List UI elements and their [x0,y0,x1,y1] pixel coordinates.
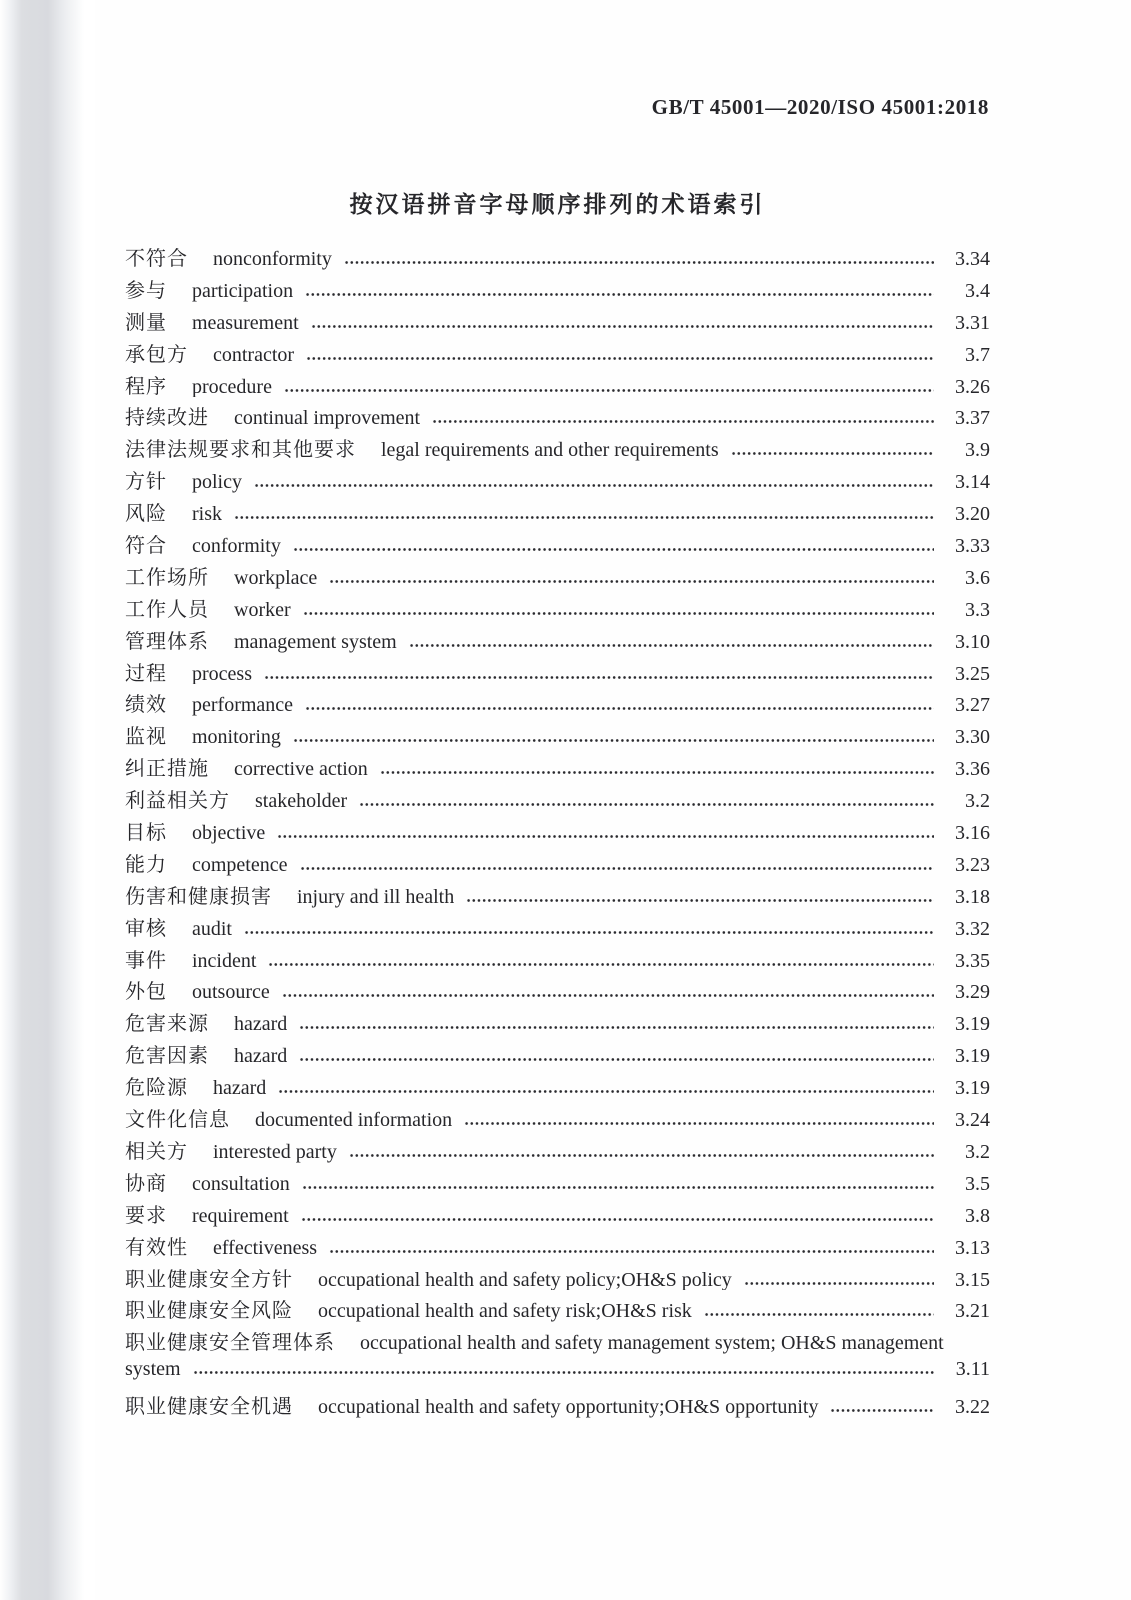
clause-number: 3.23 [955,853,990,876]
term-english: system [125,1358,181,1381]
clause-number: 3.33 [955,535,990,557]
term-english: occupational health and safety policy;OH&S policy [318,1268,732,1291]
index-entry-row [125,684,990,716]
term-english: nonconformity [213,248,332,270]
term-chinese: 测量 [125,311,167,334]
clause-number: 3.3 [965,598,990,621]
clause-number: 3.19 [955,1045,990,1068]
index-entry-row [125,1290,990,1322]
index-entry-row [125,1322,990,1354]
clause-number: 3.14 [955,471,990,494]
clause-number: 3.36 [955,758,990,781]
dot-leader [306,356,934,361]
clause-number: 3.20 [955,503,990,526]
index-entry-row [125,429,990,461]
dot-leader [303,611,934,616]
dot-leader [301,1217,934,1222]
term-english: stakeholder [255,790,348,813]
clause-number: 3.13 [955,1236,990,1259]
index-entry-row [125,1354,990,1386]
clause-number: 3.37 [955,407,990,430]
dot-leader [380,770,934,775]
term-english: hazard [213,1077,267,1100]
term-english: continual improvement [234,407,421,430]
dot-leader [731,451,934,456]
term-english: corrective action [234,758,368,781]
term-chinese: 风险 [125,503,167,526]
dot-leader [293,547,934,552]
index-entry-row [125,1003,990,1035]
clause-number: 3.7 [965,343,990,366]
term-english: effectiveness [213,1236,318,1259]
dot-leader [254,483,934,488]
dot-leader [305,706,934,711]
term-chinese: 不符合 [125,248,188,270]
term-chinese: 管理体系 [125,630,209,653]
dot-leader [464,1121,934,1126]
clause-number: 3.8 [965,1204,990,1227]
term-chinese: 参与 [125,279,167,302]
term-chinese: 事件 [125,949,167,972]
term-chinese: 职业健康安全管理体系 [125,1332,335,1355]
term-english: occupational health and safety opportunity;OH&S opportunity [318,1396,819,1418]
term-chinese: 职业健康安全机遇 [125,1396,293,1418]
dot-leader [359,802,934,807]
term-chinese: 工作场所 [125,566,209,589]
clause-number: 3.18 [955,885,990,908]
clause-number: 3.30 [955,726,990,749]
term-chinese: 过程 [125,662,167,685]
term-chinese: 监视 [125,726,167,749]
clause-number: 3.35 [955,949,990,972]
term-chinese: 审核 [125,917,167,940]
clause-number: 3.19 [955,1013,990,1036]
term-english: measurement [192,311,299,334]
term-english: audit [192,917,232,940]
clause-number: 3.27 [955,694,990,717]
term-chinese: 利益相关方 [125,790,230,813]
clause-number: 3.19 [955,1077,990,1100]
term-english: occupational health and safety management system; OH&S management [360,1332,944,1355]
dot-leader [293,738,934,743]
dot-leader [432,419,934,424]
term-chinese: 持续改进 [125,407,209,430]
index-entry-row [125,940,990,972]
term-chinese: 纠正措施 [125,758,209,781]
term-chinese: 危险源 [125,1077,188,1100]
index-entry-row [125,1195,990,1227]
clause-number: 3.2 [965,790,990,813]
term-english: procedure [192,375,272,398]
index-entry-row [125,653,990,685]
term-chinese: 方针 [125,471,167,494]
index-entry-row [125,302,990,334]
clause-number: 3.24 [955,1109,990,1131]
index-entry-row [125,557,990,589]
term-chinese: 目标 [125,822,167,844]
term-chinese: 职业健康安全风险 [125,1300,293,1323]
term-english: hazard [234,1045,288,1068]
dot-leader [244,930,934,935]
dot-leader [193,1370,934,1375]
index-entry-row [125,334,990,366]
dot-leader [830,1408,934,1413]
index-entry-row [125,366,990,398]
index-entry-row [125,397,990,429]
clause-number: 3.11 [955,1358,990,1381]
clause-number: 3.34 [955,248,990,270]
index-entry-row [125,1163,990,1195]
term-chinese: 绩效 [125,694,167,717]
index-entry-row [125,1259,990,1291]
term-chinese: 有效性 [125,1236,188,1259]
term-chinese: 协商 [125,1172,167,1195]
dot-leader [277,834,934,839]
term-chinese: 能力 [125,853,167,876]
clause-number: 3.32 [955,917,990,940]
dot-leader [264,675,934,680]
index-entry-row [125,1035,990,1067]
term-chinese: 外包 [125,981,167,1004]
index-entry-row [125,1099,990,1131]
term-chinese: 职业健康安全方针 [125,1268,293,1291]
index-entry-row [125,716,990,748]
dot-leader [466,898,934,903]
term-english: objective [192,822,266,844]
dot-leader [344,260,934,265]
clause-number: 3.16 [955,822,990,844]
index-entry-row [125,844,990,876]
index-entry-row [125,493,990,525]
standard-number-header: GB/T 45001—2020/ISO 45001:2018 [651,95,989,119]
index-entry-row [125,461,990,493]
term-english: consultation [192,1172,290,1195]
term-english: documented information [255,1109,453,1131]
dot-leader [299,1025,934,1030]
term-english: workplace [234,566,318,589]
term-english: legal requirements and other requirements [381,439,719,462]
term-chinese: 危害因素 [125,1045,209,1068]
term-chinese: 危害来源 [125,1013,209,1036]
term-english: contractor [213,343,295,366]
term-english: risk [192,503,222,526]
term-english: monitoring [192,726,281,749]
index-entry-row [125,748,990,780]
index-entry-row [125,812,990,844]
clause-number: 3.22 [955,1396,990,1418]
term-index-list [125,238,990,1418]
term-chinese: 法律法规要求和其他要求 [125,439,356,462]
index-entry-row [125,1131,990,1163]
term-english: outsource [192,981,270,1004]
term-chinese: 承包方 [125,343,188,366]
dot-leader [300,866,935,871]
clause-number: 3.21 [955,1300,990,1323]
clause-number: 3.15 [955,1268,990,1291]
index-entry-row [125,1067,990,1099]
dot-leader [284,388,934,393]
term-english: competence [192,853,288,876]
index-entry-row [125,589,990,621]
term-chinese: 文件化信息 [125,1109,230,1131]
dot-leader [329,579,934,584]
clause-number: 3.26 [955,375,990,398]
term-english: policy [192,471,242,494]
term-chinese: 符合 [125,535,167,557]
dot-leader [329,1249,934,1254]
clause-number: 3.6 [965,566,990,589]
dot-leader [282,993,934,998]
index-entry-row [125,238,990,270]
index-entry-row [125,971,990,1003]
index-entry-row [125,876,990,908]
dot-leader [349,1153,934,1158]
index-entry-row [125,621,990,653]
term-english: interested party [213,1140,337,1163]
dot-leader [744,1281,934,1286]
term-english: hazard [234,1013,288,1036]
clause-number: 3.25 [955,662,990,685]
dot-leader [409,643,934,648]
dot-leader [234,515,934,520]
clause-number: 3.29 [955,981,990,1004]
dot-leader [302,1185,934,1190]
dot-leader [305,292,934,297]
term-english: injury and ill health [297,885,455,908]
term-english: process [192,662,252,685]
dot-leader [268,962,934,967]
clause-number: 3.2 [965,1140,990,1163]
scan-edge-shadow [0,0,95,1600]
clause-number: 3.31 [955,311,990,334]
term-chinese: 程序 [125,375,167,398]
clause-number: 3.9 [965,439,990,462]
dot-leader [278,1089,934,1094]
term-english: participation [192,279,294,302]
index-title: 按汉语拼音字母顺序排列的术语索引 [349,191,766,217]
dot-leader [704,1312,934,1317]
clause-number: 3.10 [955,630,990,653]
index-entry-row [125,908,990,940]
index-entry-row [125,525,990,557]
clause-number: 3.4 [965,279,990,302]
index-entry-row [125,1227,990,1259]
term-chinese: 要求 [125,1204,167,1227]
term-english: incident [192,949,257,972]
term-english: requirement [192,1204,289,1227]
index-entry-row [125,270,990,302]
term-english: performance [192,694,294,717]
index-entry-row [125,1386,990,1418]
clause-number: 3.5 [965,1172,990,1195]
term-english: worker [234,598,291,621]
term-english: management system [234,630,397,653]
term-chinese: 伤害和健康损害 [125,885,272,908]
index-entry-row [125,780,990,812]
term-chinese: 相关方 [125,1140,188,1163]
term-english: conformity [192,535,281,557]
dot-leader [299,1057,934,1062]
term-english: occupational health and safety risk;OH&S risk [318,1300,692,1323]
term-chinese: 工作人员 [125,598,209,621]
dot-leader [311,324,934,329]
